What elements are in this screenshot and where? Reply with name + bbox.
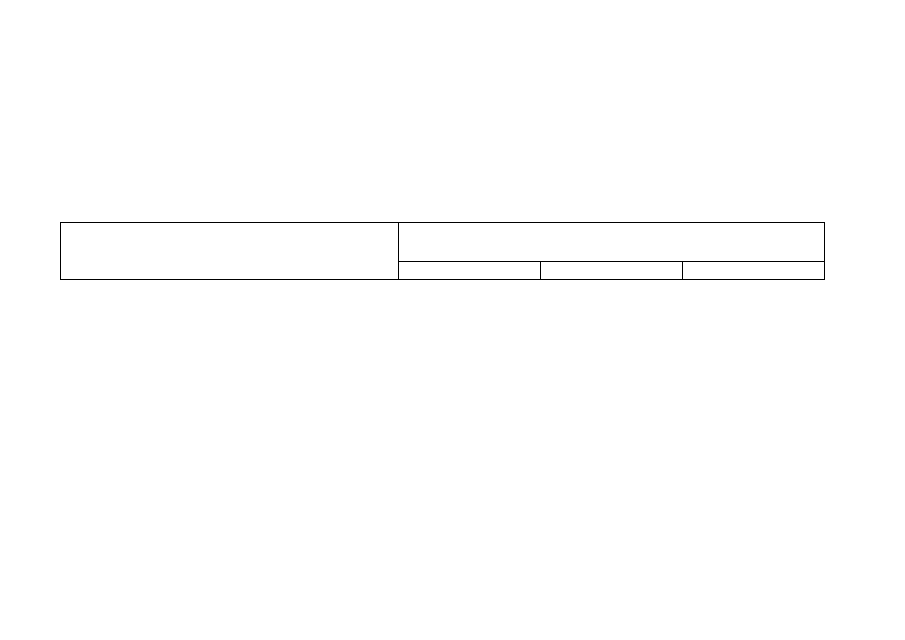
column-header-program [399, 223, 825, 262]
subsidy-table [60, 222, 825, 280]
table-header-row-1 [61, 223, 825, 262]
column-header-year-2 [541, 262, 683, 280]
table-header [61, 223, 825, 280]
column-header-year-1 [399, 262, 541, 280]
subsidy-table-container [60, 222, 825, 280]
column-header-name [61, 223, 399, 280]
column-header-year-3 [683, 262, 825, 280]
